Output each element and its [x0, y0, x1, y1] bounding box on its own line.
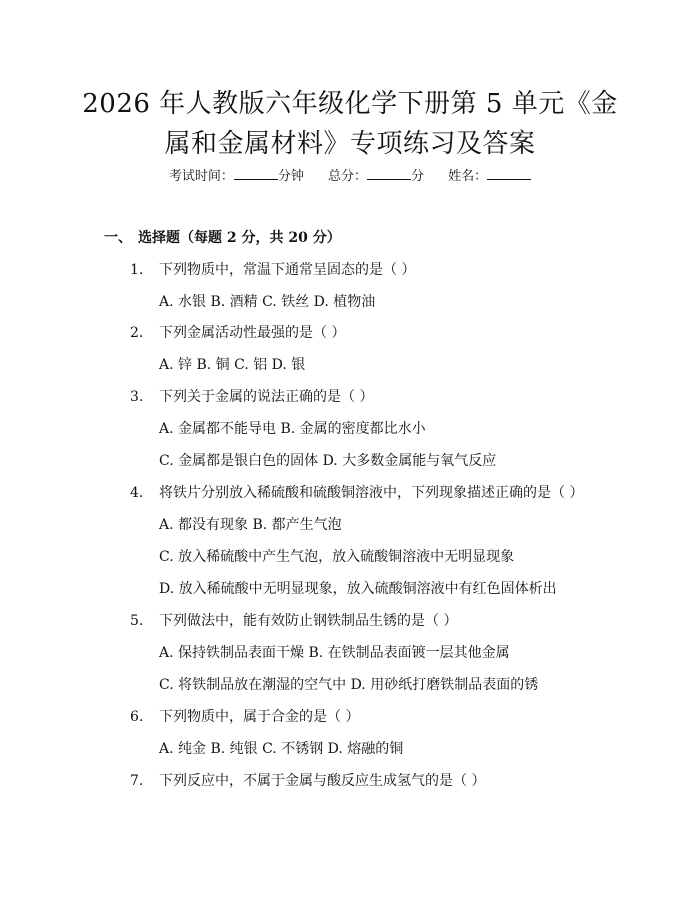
question-text: 下列物质中，常温下通常呈固态的是（ ）: [159, 262, 416, 278]
exam-time-unit: 分钟: [277, 169, 304, 184]
question-text: 下列物质中，属于合金的是（ ）: [159, 709, 360, 725]
question-4-options-line-1: A. 都没有现象 B. 都产生气泡: [159, 517, 342, 533]
question-number: 6.: [130, 709, 144, 725]
question-text: 下列关于金属的说法正确的是（ ）: [159, 389, 374, 405]
question-text: 下列反应中，不属于金属与酸反应生成氢气的是（ ）: [159, 773, 486, 789]
document-title-line-2: 属和金属材料》专项练习及答案: [164, 129, 536, 159]
section-title: 选择题（每题 2 分，共 20 分）: [138, 230, 341, 246]
question-number: 5.: [130, 613, 144, 629]
question-3-options-line-1: A. 金属都不能导电 B. 金属的密度都比水小: [159, 421, 426, 437]
total-score-unit: 分: [411, 169, 425, 184]
question-number: 2.: [130, 325, 144, 341]
question-5-options-line-2: C. 将铁制品放在潮湿的空气中 D. 用砂纸打磨铁制品表面的锈: [159, 677, 539, 693]
question-4-options-line-3: D. 放入稀硫酸中无明显现象，放入硫酸铜溶液中有红色固体析出: [159, 581, 557, 597]
exam-time-blank: [234, 167, 278, 180]
name-blank: [487, 167, 531, 180]
question-6-options: A. 纯金 B. 纯银 C. 不锈钢 D. 熔融的铜: [159, 741, 404, 757]
name-field: [448, 169, 531, 184]
name-label: 姓名：: [448, 169, 488, 184]
exam-time-label: 考试时间：: [168, 169, 234, 184]
question-2: [130, 323, 345, 343]
question-4: [130, 483, 583, 503]
question-text: 下列金属活动性最强的是（ ）: [159, 325, 346, 341]
section-heading: [104, 228, 341, 248]
question-3: [130, 387, 373, 407]
total-score-blank: [367, 167, 411, 180]
question-1-options: A. 水银 B. 酒精 C. 铁丝 D. 植物油: [159, 294, 376, 310]
question-3-options-line-2: C. 金属都是银白色的固体 D. 大多数金属能与氧气反应: [159, 453, 497, 469]
question-5: [130, 611, 457, 631]
exam-time-field: [169, 169, 308, 184]
exam-info-line: [0, 167, 700, 187]
question-number: 4.: [130, 485, 144, 501]
question-4-options-line-2: C. 放入稀硫酸中产生气泡，放入硫酸铜溶液中无明显现象: [159, 549, 515, 565]
question-2-options: A. 锌 B. 铜 C. 铝 D. 银: [159, 357, 306, 373]
section-number: 一、: [104, 230, 132, 246]
question-7: [130, 771, 485, 791]
question-6: [130, 707, 359, 727]
question-number: 7.: [130, 773, 144, 789]
total-score-label: 总分：: [327, 169, 367, 184]
question-text: 下列做法中，能有效防止钢铁制品生锈的是（ ）: [159, 613, 458, 629]
question-1: [130, 260, 415, 280]
question-number: 3.: [130, 389, 144, 405]
total-score-field: [328, 169, 428, 184]
question-5-options-line-1: A. 保持铁制品表面干燥 B. 在铁制品表面镀一层其他金属: [159, 645, 510, 661]
question-number: 1.: [130, 262, 144, 278]
question-text: 将铁片分别放入稀硫酸和硫酸铜溶液中，下列现象描述正确的是（ ）: [159, 485, 584, 501]
document-title-line-1: 2026 年人教版六年级化学下册第 5 单元《金: [82, 89, 618, 119]
